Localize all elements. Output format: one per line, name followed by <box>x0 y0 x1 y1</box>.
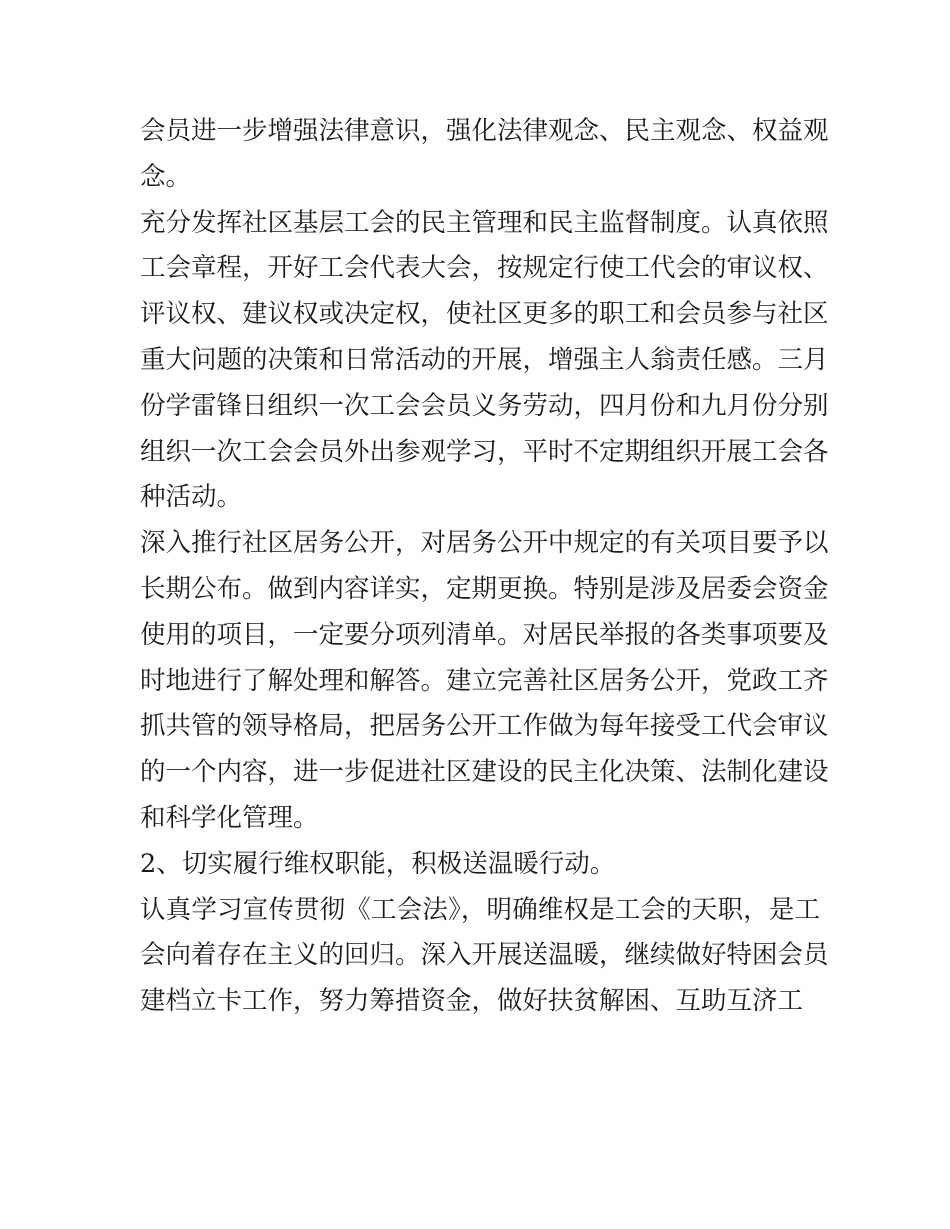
text-line: 时地进行了解处理和解答。建立完善社区居务公开，党政工齐 <box>140 665 829 696</box>
text-line: 充分发挥社区基层工会的民主管理和民主监督制度。认真依照 <box>140 207 829 238</box>
section-heading: 2、切实履行维权职能，积极送温暖行动。 <box>140 848 616 879</box>
text-line: 评议权、建议权或决定权，使社区更多的职工和会员参与社区 <box>140 299 829 330</box>
text-line: 念。 <box>140 161 192 192</box>
text-line: 工会章程，开好工会代表大会，按规定行使工代会的审议权、 <box>140 253 829 284</box>
text-line: 种活动。 <box>140 482 243 513</box>
text-line: 会员进一步增强法律意识，强化法律观念、民主观念、权益观 <box>140 116 829 146</box>
text-line: 和科学化管理。 <box>140 802 319 833</box>
text-line: 抓共管的领导格局，把居务公开工作做为每年接受工代会审议 <box>140 711 829 742</box>
body-text <box>140 109 829 1025</box>
text-line: 组织一次工会会员外出参观学习，平时不定期组织开展工会各 <box>140 436 829 467</box>
text-line: 份学雷锋日组织一次工会会员义务劳动，四月份和九月份分别 <box>140 390 829 421</box>
text-line: 的一个内容，进一步促进社区建设的民主化决策、法制化建设 <box>140 757 829 788</box>
text-line: 长期公布。做到内容详实，定期更换。特别是涉及居委会资金 <box>140 573 829 604</box>
text-line: 会向着存在主义的回归。深入开展送温暖，继续做好特困会员 <box>140 940 829 971</box>
text-line: 重大问题的决策和日常活动的开展，增强主人翁责任感。三月 <box>140 344 829 375</box>
text-line: 认真学习宣传贯彻《工会法》，明确维权是工会的天职，是工 <box>140 894 820 925</box>
text-line: 深入推行社区居务公开，对居务公开中规定的有关项目要予以 <box>140 528 829 559</box>
text-line: 建档立卡工作，努力筹措资金，做好扶贫解困、互助互济工 <box>140 986 804 1017</box>
text-line: 使用的项目，一定要分项列清单。对居民举报的各类事项要及 <box>140 619 829 650</box>
